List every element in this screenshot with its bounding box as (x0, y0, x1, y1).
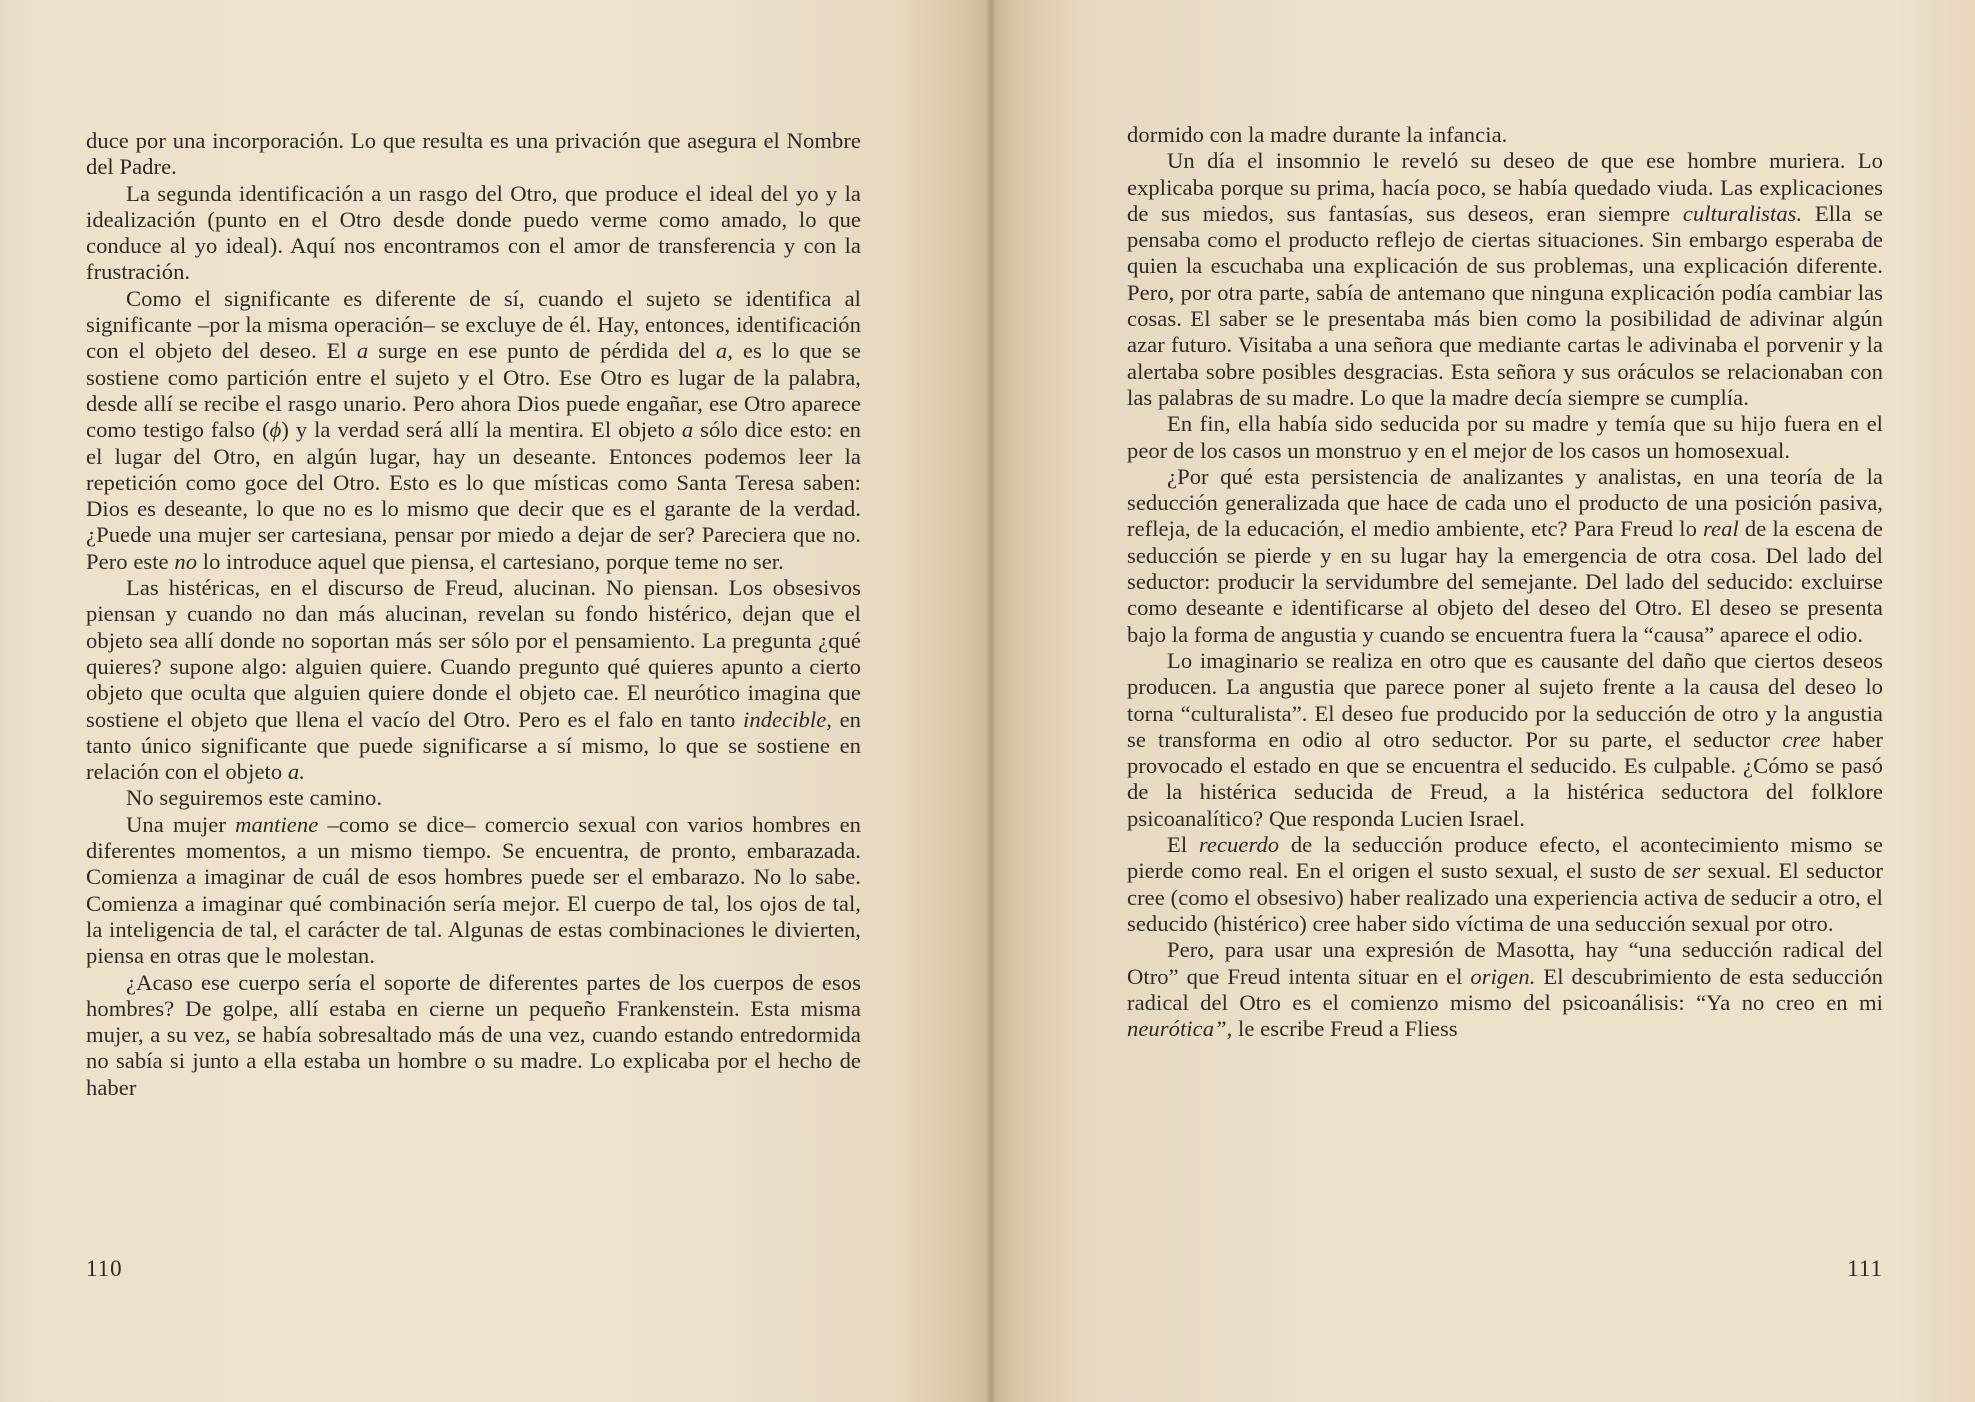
italic-text: mantiene (235, 811, 319, 837)
paragraph (86, 286, 861, 575)
text-run: duce por una incorporación. Lo que resulta es una privación que asegura el Nombre del Padre. (86, 128, 861, 180)
text-run: ) y la verdad será allí la mentira. El objeto (281, 417, 682, 443)
text-run: de la seducción produce efecto, el acontecimiento mismo se pierde como real. En el origen el susto sexual, el susto de (1127, 832, 1883, 884)
paragraph (1127, 122, 1883, 148)
page-number-left: 110 (86, 1256, 123, 1281)
italic-text: no (174, 548, 198, 574)
italic-text: cree (1782, 726, 1821, 752)
text-run: ¿Acaso ese cuerpo sería el soporte de diferentes partes de los cuerpos de esos hombres? De golpe, allí estaba en cierne un pequeño Frankenstein. Esta misma mujer, a su vez, se había sobresaltado más de una vez, cuando estando entredormida no sabía si junto a ella estaba un hombre o su madre. Lo explicaba por el hecho de haber (86, 969, 861, 1100)
text-run: surge en ese punto de pérdida del (368, 338, 716, 364)
paragraph (86, 970, 861, 1101)
text-run: de la escena de seducción se pierde y en su lugar hay la emergencia de otra cosa. Del lado del seductor: producir la servidumbre del semejante. Del lado del seducido: excluirse como deseante e identificarse al objeto del deseo del Otro. El deseo se presenta bajo la forma de angustia y cuando se encuentra fuera la “causa” aparece el odio. (1127, 516, 1883, 647)
paragraph (1127, 937, 1883, 1042)
italic-text: recuerdo (1198, 832, 1280, 858)
text-run: dormido con la madre durante la infancia. (1127, 122, 1508, 147)
right-page (991, 0, 1975, 1402)
italic-text: real (1703, 516, 1739, 542)
text-run: Las histéricas, en el discurso de Freud, alucinan. No piensan. Los obsesivos piensan y cuando no dan más alucinan, revelan su fondo histérico, dejan que el objeto sea allí donde no soportan más ser sólo por el pensamiento. La pregunta ¿qué quieres? supone algo: alguien quiere. Cuando pregunto qué quieres apunto a cierto objeto que oculta que alguien quiere donde el objeto cae. El neurótico imagina que sostiene el objeto que llena el vacío del Otro. Pero es el falo en tanto (86, 575, 861, 732)
paragraph (86, 575, 861, 785)
text-run: en tanto único significante que puede significarse a sí mismo, lo que se sostiene en relación con el objeto (86, 706, 862, 785)
italic-text: a (356, 338, 369, 364)
italic-text: a, (715, 338, 733, 364)
italic-text: neurótica”, (1127, 1016, 1233, 1042)
paragraph (1127, 148, 1883, 411)
right-page-body (1127, 122, 1883, 1042)
italic-text: indecible, (743, 706, 832, 732)
text-run: lo introduce aquel que piensa, el cartesiano, porque teme no ser. (197, 548, 784, 574)
text-run: Ella se pensaba como el producto reflejo de ciertas situaciones. Sin embargo esperaba de quien la escuchaba una explicación de sus problemas, una explicación diferente. Pero, por otra parte, sabía de antemano que ninguna explicación podía cambiar las cosas. El saber se le presentaba más bien como la posibilidad de adivinar algún azar futuro. Visitaba a una señora que mediante cartas le adivinaba el porvenir y la alertaba sobre posibles desgracias. Esta señora y sus oráculos se relacionaban con las palabras de su madre. Lo que la madre decía siempre se cumplía. (1127, 200, 1883, 410)
text-run: haber provocado el estado en que se encuentra el seducido. Es culpable. ¿Cómo se pasó de la histérica seducida de Freud, a la histérica seductora del folklore psicoanalítico? Que responda Lucien Israel. (1127, 726, 1884, 831)
text-run: La segunda identificación a un rasgo del Otro, que produce el ideal del yo y la idealización (punto en el Otro desde donde puedo verme como amado, lo que conduce al yo ideal). Aquí nos encontramos con el amor de transferencia y con la frustración. (86, 180, 861, 285)
paragraph (86, 785, 861, 811)
text-run: Pero, para usar una expresión de Masotta, hay “una seducción radical del Otro” que Freud intenta situar en el (1127, 937, 1883, 989)
italic-text: ϕ (269, 417, 282, 443)
paragraph (1127, 411, 1883, 464)
paragraph (1127, 464, 1883, 648)
paragraph (1127, 832, 1883, 937)
text-run: El descubrimiento de esta seducción radical del Otro es el comienzo mismo del psicoanálisis: “Ya no creo en mi (1127, 963, 1883, 1015)
text-run: Una mujer (126, 811, 236, 837)
text-run: Un día el insomnio le reveló su deseo de que ese hombre muriera. Lo explicaba porque su prima, hacía poco, se había quedado viuda. Las explicaciones de sus miedos, sus fantasías, sus deseos, eran siempre (1127, 148, 1883, 226)
text-run: –como se dice– comercio sexual con varios hombres en diferentes momentos, a un mismo tiempo. Se encuentra, de pronto, embarazada. Comienza a imaginar de cuál de esos hombres puede ser el embarazo. No lo sabe. Comienza a imaginar qué combinación sería mejor. El cuerpo de tal, los ojos de tal, la inteligencia de tal, el carácter de tal. Algunas de estas combinaciones le divierten, piensa en otras que le molestan. (86, 811, 861, 969)
text-run: No seguiremos este camino. (126, 785, 383, 811)
text-run: es lo que se sostiene como partición entre el sujeto y el Otro. Ese Otro es lugar de la palabra, desde allí se recibe el rasgo unario. Pero ahora Dios puede engañar, ese Otro aparece como testigo falso ( (86, 338, 861, 443)
text-run: En fin, ella había sido seducida por su madre y temía que su hijo fuera en el peor de los casos un monstruo y en el mejor de los casos un homosexual. (1127, 411, 1883, 463)
text-run: sólo dice esto: en el lugar del Otro, en algún lugar, hay un deseante. Entonces podemos leer la repetición como goce del Otro. Esto es lo que místicas como Santa Teresa saben: Dios es deseante, lo que no es lo mismo que decir que es el garante de la verdad. ¿Puede una mujer ser cartesiana, pensar por miedo a dejar de ser? Pareciera que no. Pero este (86, 417, 861, 574)
italic-text: a. (287, 759, 305, 785)
book-gutter (986, 0, 996, 1402)
italic-text: ser (1672, 858, 1701, 884)
italic-text: a (681, 417, 694, 443)
paragraph (86, 812, 861, 970)
text-run: El (1167, 832, 1199, 858)
page-number-right: 111 (1847, 1256, 1883, 1281)
paragraph (86, 181, 861, 286)
paragraph (1127, 648, 1883, 832)
text-run: le escribe Freud a Fliess (1232, 1016, 1458, 1042)
text-run: Lo imaginario se realiza en otro que es causante del daño que ciertos deseos producen. La angustia que parece poner al sujeto frente a la causa del deseo lo torna “culturalista”. El deseo fue producido por la seducción de otro y la angustia se transforma en odio al otro seductor. Por su parte, el seductor (1127, 647, 1883, 752)
paragraph (86, 128, 861, 181)
left-page-body (86, 128, 861, 1101)
text-run: ¿Por qué esta persistencia de analizantes y analistas, en una teoría de la seducción generalizada que hace de cada uno el producto de una posición pasiva, refleja, de la educación, el medio ambiente, etc? Para Freud lo (1127, 463, 1883, 542)
italic-text: origen. (1470, 963, 1536, 989)
text-run: Como el significante es diferente de sí, cuando el sujeto se identifica al significante –por la misma operación– se excluye de él. Hay, entonces, identificación con el objeto del deseo. El (86, 285, 861, 364)
text-run: sexual. El seductor cree (como el obsesivo) haber realizado una experiencia activa de seducir a otro, el seducido (histérico) cree haber sido víctima de una seducción sexual por otro. (1127, 858, 1884, 936)
italic-text: culturalistas. (1682, 200, 1803, 226)
